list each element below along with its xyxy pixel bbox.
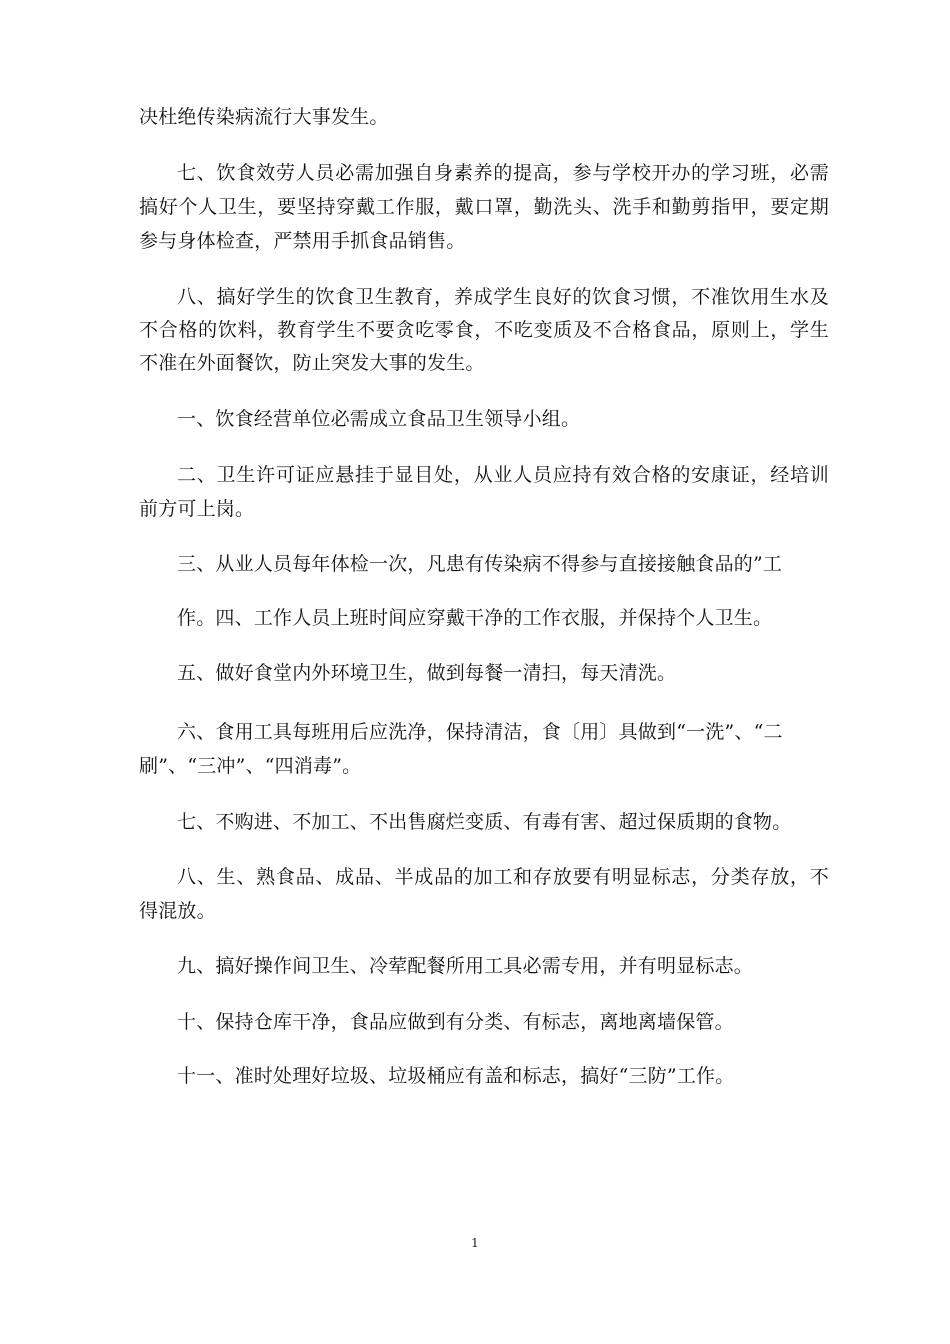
text-line: 一、饮食经营单位必需成立食品卫生领导小组。 bbox=[177, 408, 581, 430]
text-line: 三、从业人员每年体检一次，凡患有传染病不得参与直接接触食品的”工 bbox=[177, 553, 783, 575]
text-line: 不准在外面餐饮，防止突发大事的发生。 bbox=[139, 352, 485, 374]
text-line: 十、保持仓库干净，食品应做到有分类、有标志，离地离墙保管。 bbox=[177, 1011, 734, 1033]
text-line: 七、饮食效劳人员必需加强自身素养的提高，参与学校开办的学习班，必需 bbox=[177, 162, 829, 184]
text-line: 得混放。 bbox=[139, 900, 216, 922]
text-line: 五、做好食堂内外环境卫生，做到每餐一清扫，每天清洗。 bbox=[177, 662, 677, 684]
text-line: 七、不购进、不加工、不出售腐烂变质、有毒有害、超过保质期的食物。 bbox=[177, 811, 792, 833]
text-line: 作。四、工作人员上班时间应穿戴干净的工作衣服，并保持个人卫生。 bbox=[177, 607, 773, 629]
text-line: 前方可上岗。 bbox=[139, 498, 255, 520]
page-number: 1 bbox=[471, 1236, 479, 1250]
text-line: 八、搞好学生的饮食卫生教育，养成学生良好的饮食习惯，不准饮用生水及 bbox=[177, 286, 829, 308]
text-line: 参与身体检查，严禁用手抓食品销售。 bbox=[139, 230, 466, 252]
text-line: 刷”、“三冲”、“四消毒”。 bbox=[139, 755, 362, 777]
text-line: 六、食用工具每班用后应洗净，保持清洁，食〔用〕具做到“一洗”、“二 bbox=[177, 721, 783, 743]
text-line: 搞好个人卫生，要坚持穿戴工作服，戴口罩，勤洗头、洗手和勤剪指甲，要定期 bbox=[139, 196, 829, 218]
text-line: 十一、准时处理好垃圾、垃圾桶应有盖和标志，搞好“三防”工作。 bbox=[177, 1065, 735, 1087]
text-line: 不合格的饮料，教育学生不要贪吃零食，不吃变质及不合格食品，原则上，学生 bbox=[139, 319, 829, 341]
text-line: 九、搞好操作间卫生、冷荤配餐所用工具必需专用，并有明显标志。 bbox=[177, 955, 754, 977]
text-line: 八、生、熟食品、成品、半成品的加工和存放要有明显标志，分类存放，不 bbox=[177, 866, 829, 888]
text-line: 二、卫生许可证应悬挂于显目处，从业人员应持有效合格的安康证，经培训 bbox=[177, 464, 829, 486]
text-line: 决杜绝传染病流行大事发生。 bbox=[139, 106, 389, 128]
